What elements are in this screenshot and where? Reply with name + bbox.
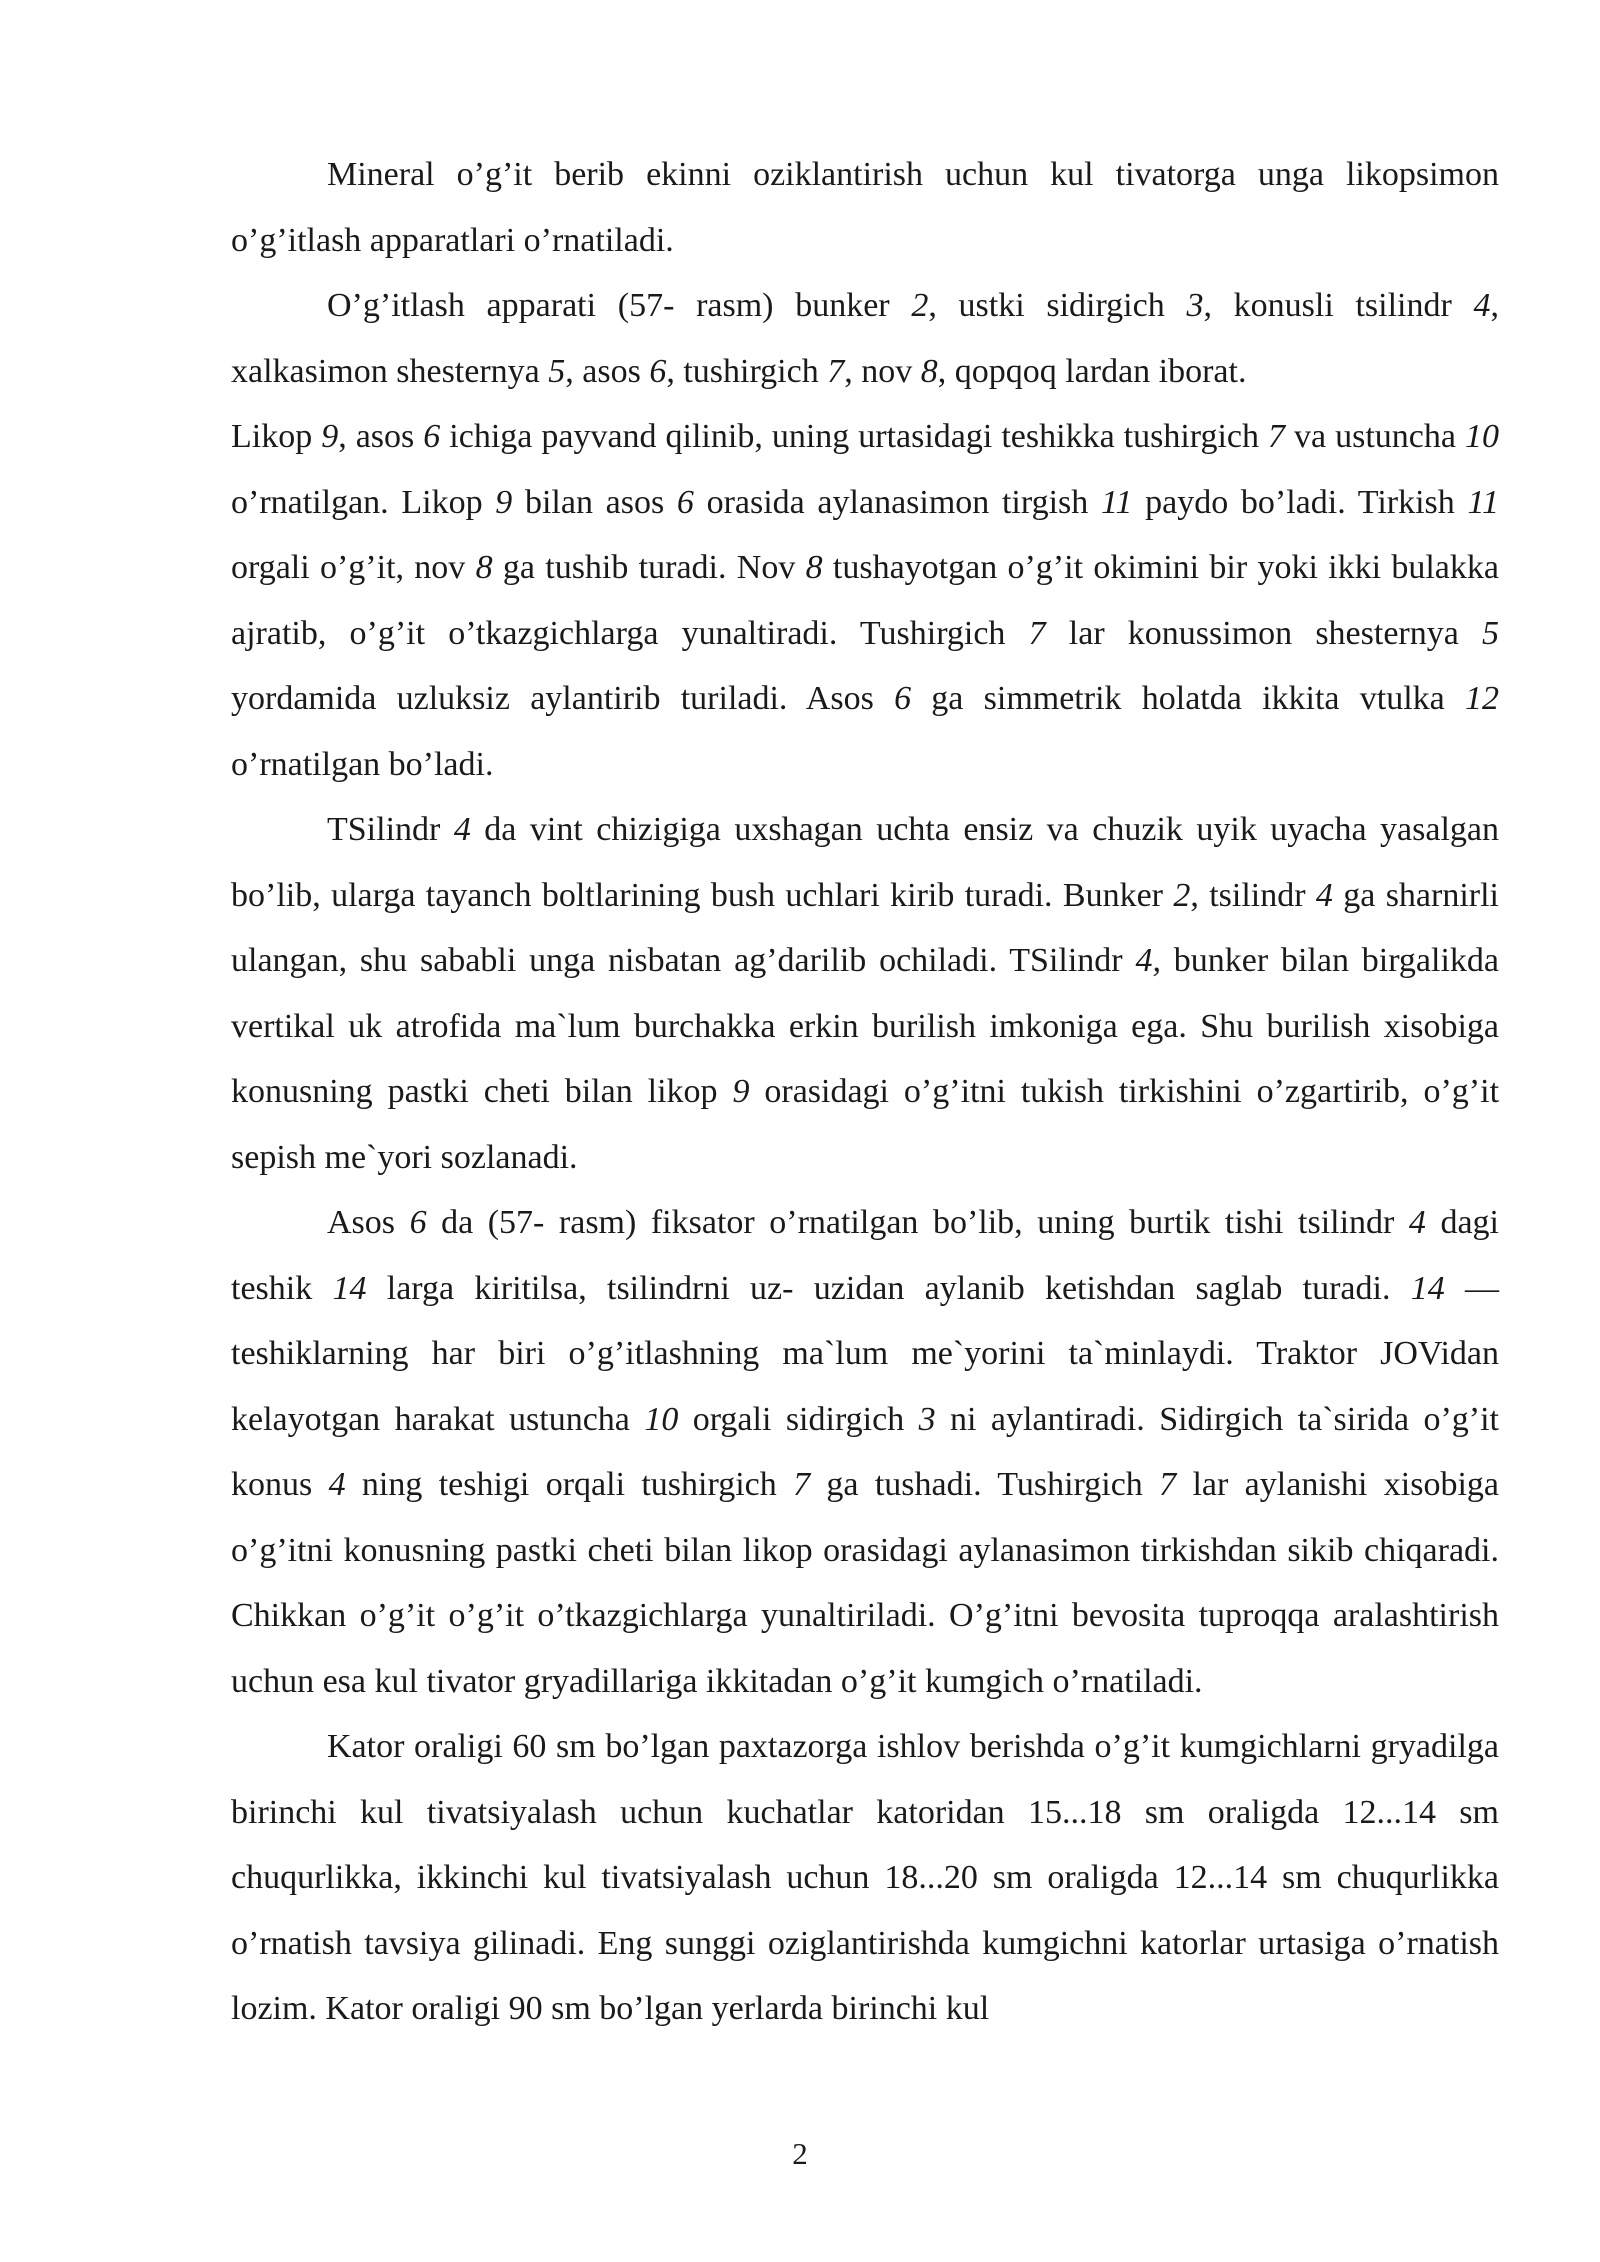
figure-reference-number: 7 bbox=[1159, 1466, 1177, 1503]
figure-reference-number: 14 bbox=[1410, 1269, 1445, 1307]
figure-reference-number: 7 bbox=[1028, 614, 1046, 652]
text-run: O’g’itlash apparati (57- rasm) bunker bbox=[327, 287, 912, 324]
figure-reference-number: 4 bbox=[1473, 287, 1491, 324]
text-run: ga simmetrik holatda ikkita vtulka bbox=[911, 680, 1465, 717]
text-run: , tushirgich bbox=[666, 352, 828, 390]
figure-reference-number: 4 bbox=[328, 1466, 346, 1503]
text-run: Kator oraligi 60 sm bo’lgan paxtazorga ishlov berishda o’g’it kumgichlarni gryadilga birinchi kul tivatsiyalash uchun kuchatlar katoridan 15...18 sm oraligda 12...14 sm chuqurlikka, ikkinchi kul tivatsiyalash uchun 18...20 sm oraligda 12...14 sm chuqurlikka o’rnatish tavsiya gilinadi. Eng sunggi oziglantirishda kumgichni katorlar urtasiga o’rnatish lozim. Kator oraligi 90 sm bo’lgan yerlarda birinchi kul bbox=[231, 1728, 1499, 2027]
figure-reference-number: 7 bbox=[793, 1466, 811, 1503]
paragraph bbox=[231, 797, 1499, 1190]
figure-reference-number: 4 bbox=[453, 811, 471, 848]
text-run: Likop bbox=[231, 418, 322, 455]
text-run: Mineral o’g’it berib ekinni oziklantirish uchun kul tivatorga unga likopsimon o’g’itlash apparatlari o’rnatiladi. bbox=[231, 156, 1499, 259]
figure-reference-number: 6 bbox=[676, 483, 694, 521]
text-run: larga kiritilsa, tsilindrni uz- uzidan aylanib ketishdan saglab turadi. bbox=[366, 1269, 1411, 1307]
text-run: ning teshigi orqali tushirgich bbox=[345, 1466, 794, 1503]
figure-reference-number: 2 bbox=[1173, 876, 1191, 914]
text-run: , ustki sidirgich bbox=[928, 287, 1187, 324]
figure-reference-number: 2 bbox=[911, 287, 929, 324]
figure-reference-number: 4 bbox=[1408, 1204, 1426, 1241]
text-run: tushayotgan o’g’it okimini bir yoki ikki bulakka ajratib, o’g’it o’tkazgichlarga yunaltiradi. Tushirgich bbox=[231, 549, 1499, 652]
text-run: Asos bbox=[327, 1204, 410, 1241]
text-run: orgali sidirgich bbox=[678, 1400, 919, 1438]
text-run: va ustuncha bbox=[1285, 418, 1465, 455]
text-run: da vint chizigiga uxshagan uchta ensiz va chuzik uyik uyacha yasalgan bo’lib, ularga tayanch boltlarining bush uchlari kirib turadi. Bunker bbox=[231, 811, 1499, 914]
text-run: orasidagi o’g’itni tukish tirkishini o’zgartirib, o’g’it sepish me`yori sozlanadi. bbox=[231, 1073, 1500, 1176]
text-run: orgali o’g’it, nov bbox=[231, 549, 476, 586]
figure-reference-number: 8 bbox=[475, 549, 493, 586]
text-run: ni aylantiradi. Sidirgich ta`sirida o’g’it konus bbox=[231, 1400, 1499, 1503]
figure-reference-number: 11 bbox=[1100, 483, 1133, 521]
text-run: , xalkasimon shesternya bbox=[231, 287, 1500, 390]
text-run: paydo bo’ladi. Tirkish bbox=[1132, 483, 1468, 521]
figure-reference-number: 3 bbox=[918, 1400, 936, 1438]
figure-reference-number: 7 bbox=[1268, 418, 1286, 455]
figure-reference-number: 14 bbox=[332, 1269, 367, 1307]
text-run: ga tushadi. Tushirgich bbox=[810, 1466, 1160, 1503]
paragraph bbox=[231, 142, 1499, 273]
text-run: , nov bbox=[844, 352, 921, 390]
figure-reference-number: 12 bbox=[1464, 680, 1499, 717]
text-run: ga sharnirli ulangan, shu sababli unga nisbatan ag’darilib ochiladi. TSilindr bbox=[231, 876, 1499, 979]
figure-reference-number: 10 bbox=[1465, 418, 1499, 455]
text-run: , tsilindr bbox=[1190, 876, 1316, 914]
figure-reference-number: 6 bbox=[409, 1204, 427, 1241]
figure-reference-number: 11 bbox=[1467, 483, 1499, 521]
text-run: o’rnatilgan. Likop bbox=[231, 483, 496, 521]
figure-reference-number: 6 bbox=[423, 418, 441, 455]
text-run: da (57- rasm) fiksator o’rnatilgan bo’lib, uning burtik tishi tsilindr bbox=[426, 1204, 1409, 1241]
figure-reference-number: 9 bbox=[495, 483, 513, 521]
figure-reference-number: 5 bbox=[1482, 614, 1500, 652]
paragraph bbox=[231, 273, 1499, 404]
text-run: yordamida uzluksiz aylantirib turiladi. Asos bbox=[231, 680, 895, 717]
text-run: lar konussimon shesternya bbox=[1045, 614, 1483, 652]
text-run: , qopqoq lardan iborat. bbox=[937, 352, 1247, 390]
text-run: orasida aylanasimon tirgish bbox=[693, 483, 1101, 521]
text-run: ga tushib turadi. Nov bbox=[492, 549, 806, 586]
figure-reference-number: 4, bbox=[1135, 942, 1161, 979]
figure-reference-number: 8 bbox=[920, 352, 938, 390]
body-text bbox=[231, 142, 1499, 2042]
text-run: ichiga payvand qilinib, uning urtasidagi teshikka tushirgich bbox=[440, 418, 1269, 455]
text-run: , asos bbox=[338, 418, 424, 455]
page-number: 2 bbox=[792, 2136, 808, 2171]
figure-reference-number: 5 bbox=[548, 352, 566, 390]
figure-reference-number: 9 bbox=[732, 1073, 750, 1110]
figure-reference-number: 3 bbox=[1186, 287, 1204, 324]
paragraph bbox=[231, 1714, 1499, 2042]
text-run: dagi teshik bbox=[231, 1204, 1499, 1307]
figure-reference-number: 8 bbox=[805, 549, 823, 586]
figure-reference-number: 9 bbox=[321, 418, 339, 455]
text-run: bunker bilan birgalikda vertikal uk atrofida ma`lum burchakka erkin burilish imkoniga ega. Shu burilish xisobiga konusning pastki cheti bilan likop bbox=[231, 942, 1499, 1110]
figure-reference-number: 10 bbox=[644, 1400, 679, 1438]
text-run: lar aylanishi xisobiga o’g’itni konusning pastki cheti bilan likop orasidagi aylanasimon tirkishdan sikib chiqaradi. Chikkan o’g’it o’g’it o’tkazgichlarga yunaltiriladi. O’g’itni bevosita tuproqqa aralashtirish uchun esa kul tivator gryadillariga ikkitadan o’g’it kumgich o’rnatiladi. bbox=[231, 1466, 1499, 1700]
text-run: o’rnatilgan bo’ladi. bbox=[231, 745, 494, 783]
figure-reference-number: 4 bbox=[1315, 876, 1333, 914]
paragraph bbox=[231, 1190, 1499, 1714]
figure-reference-number: 7 bbox=[827, 352, 845, 390]
figure-reference-number: 6 bbox=[649, 352, 667, 390]
figure-reference-number: 6 bbox=[894, 680, 912, 717]
text-run: — teshiklarning har biri o’g’itlashning ma`lum me`yorini ta`minlaydi. Traktor JOVidan kelayotgan harakat ustuncha bbox=[231, 1269, 1499, 1438]
text-run: , konusli tsilindr bbox=[1203, 287, 1474, 324]
paragraph bbox=[231, 404, 1499, 797]
text-run: bilan asos bbox=[512, 483, 677, 521]
text-run: , asos bbox=[565, 352, 650, 390]
text-run: TSilindr bbox=[327, 811, 454, 848]
